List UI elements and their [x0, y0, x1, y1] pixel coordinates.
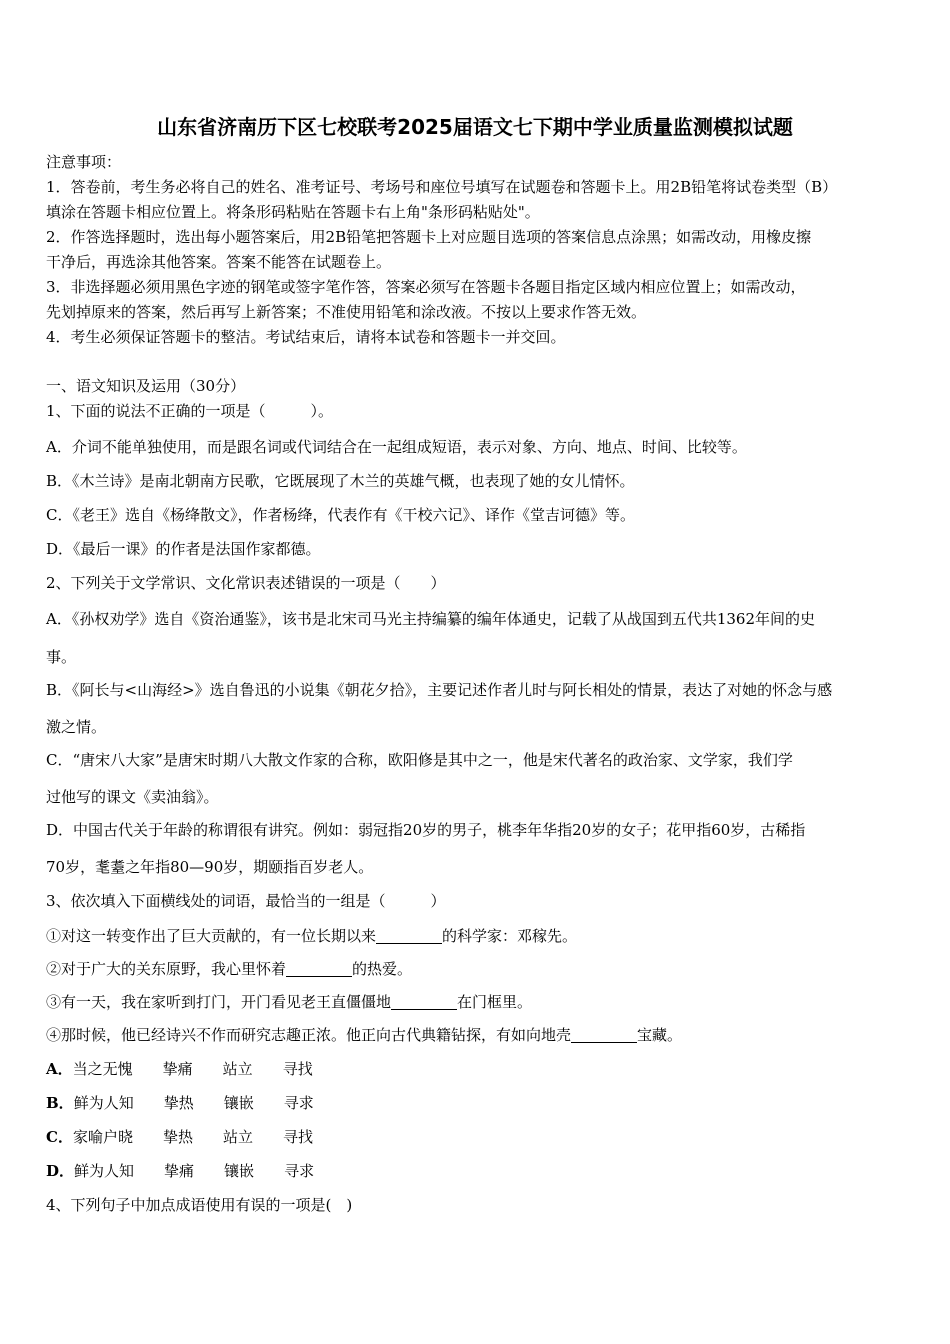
question-3-stem: 3、依次填入下面横线处的词语，最恰当的一组是（ ）	[46, 892, 446, 910]
question-3-sentence	[46, 1024, 682, 1046]
sentence-text: 的科学家：邓稼先。	[442, 927, 578, 945]
question-2-stem: 2、下列关于文学常识、文化常识表述错误的一项是（ ）	[46, 574, 446, 592]
notice-line: 4．考生必须保证答题卡的整洁。考试结束后，请将本试卷和答题卡一并交回。	[46, 328, 566, 346]
question-3-option-a	[46, 1058, 313, 1080]
option-word: 鲜为人知	[73, 1094, 134, 1112]
fill-blank	[376, 927, 442, 944]
fill-blank	[391, 993, 457, 1010]
question-1-option-c: C．《老王》选自《杨绛散文》，作者杨绛，代表作有《干校六记》、译作《堂吉诃德》等。	[46, 506, 635, 524]
option-label: A．	[46, 1060, 73, 1078]
question-3-sentence	[46, 991, 532, 1013]
option-word: 镶嵌	[224, 1162, 255, 1180]
option-word: 站立	[222, 1128, 253, 1146]
sentence-text: 的热爱。	[352, 960, 413, 978]
page-title: 山东省济南历下区七校联考2025届语文七下期中学业质量监测模拟试题	[157, 115, 793, 139]
question-2-option-c-cont: 过他写的课文《卖油翁》。	[46, 788, 219, 806]
question-2-option-d: D．中国古代关于年龄的称谓很有讲究。例如：弱冠指20岁的男子，桃李年华指20岁的女子；花甲指60岁，古稀指	[46, 821, 806, 839]
option-word: 鲜为人知	[74, 1162, 135, 1180]
notice-line: 3．非选择题必须用黑色字迹的钢笔或签字笔作答，答案必须写在答题卡各题目指定区域内相应位置上；如需改动，	[46, 278, 806, 296]
question-2-option-b-cont: 激之情。	[46, 718, 107, 736]
option-word: 寻找	[283, 1128, 314, 1146]
section-heading: 一、语文知识及运用（30分）	[46, 377, 246, 395]
option-word: 当之无愧	[72, 1060, 133, 1078]
option-word: 镶嵌	[223, 1094, 254, 1112]
question-2-option-c: C．“唐宋八大家”是唐宋时期八大散文作家的合称，欧阳修是其中之一，他是宋代著名的政治家、文学家，我们学	[46, 751, 793, 769]
option-word: 挚热	[162, 1128, 193, 1146]
option-word: 寻求	[284, 1162, 315, 1180]
question-3-sentence	[46, 925, 577, 947]
question-4-stem: 4、下列句子中加点成语使用有误的一项是( )	[46, 1196, 353, 1214]
sentence-text: ①对这一转变作出了巨大贡献的，有一位长期以来	[46, 927, 377, 945]
notice-line: 先划掉原来的答案，然后再写上新答案；不准使用铅笔和涂改液。不按以上要求作答无效。	[46, 303, 647, 321]
question-2-option-b: B．《阿长与<山海经>》选自鲁迅的小说集《朝花夕拾》，主要记述作者儿时与阿长相处的情景，表达了对她的怀念与感	[46, 681, 833, 699]
option-word: 挚热	[163, 1094, 194, 1112]
question-3-sentence	[46, 958, 412, 980]
sentence-text: ④那时候，他已经诗兴不作而研究志趣正浓。他正向古代典籍钻探，有如向地壳	[46, 1026, 572, 1044]
option-word: 寻找	[282, 1060, 313, 1078]
notice-line: 干净后，再选涂其他答案。答案不能答在试题卷上。	[46, 253, 392, 271]
sentence-text: 在门框里。	[457, 993, 533, 1011]
option-word: 挚痛	[164, 1162, 195, 1180]
notice-line: 填涂在答题卡相应位置上。将条形码粘贴在答题卡右上角"条形码粘贴处"。	[46, 203, 540, 221]
question-1-option-b: B．《木兰诗》是南北朝南方民歌，它既展现了木兰的英雄气概，也表现了她的女儿情怀。	[46, 472, 635, 490]
sentence-text: ③有一天，我在家听到打门，开门看见老王直僵僵地	[46, 993, 392, 1011]
question-1-option-a: A．介词不能单独使用，而是跟名词或代词结合在一起组成短语，表示对象、方向、地点、时间、比较等。	[46, 438, 747, 456]
sentence-text: ②对于广大的关东原野，我心里怀着	[46, 960, 287, 978]
notice-line: 1．答卷前，考生务必将自己的姓名、准考证号、考场号和座位号填写在试题卷和答题卡上。用2B铅笔将试卷类型（B）	[46, 178, 838, 196]
question-1-stem: 1、下面的说法不正确的一项是（ ）。	[46, 402, 334, 420]
option-label: B．	[46, 1094, 74, 1112]
option-label: D．	[46, 1162, 75, 1180]
option-label: C．	[46, 1128, 73, 1146]
question-3-option-c	[46, 1126, 313, 1148]
option-word: 站立	[222, 1060, 253, 1078]
option-word: 寻求	[283, 1094, 314, 1112]
option-word: 挚痛	[162, 1060, 193, 1078]
option-word: 家喻户晓	[72, 1128, 133, 1146]
notice-heading: 注意事项：	[46, 153, 122, 171]
question-1-option-d: D．《最后一课》的作者是法国作家都德。	[46, 540, 321, 558]
fill-blank	[571, 1026, 637, 1043]
notice-line: 2．作答选择题时，选出每小题答案后，用2B铅笔把答题卡上对应题目选项的答案信息点涂黑；如需改动，用橡皮擦	[46, 228, 812, 246]
question-3-option-d	[46, 1160, 314, 1182]
question-3-option-b	[46, 1092, 314, 1114]
question-2-option-d-cont: 70岁，耄耋之年指80—90岁，期颐指百岁老人。	[46, 858, 374, 876]
fill-blank	[286, 960, 352, 977]
sentence-text: 宝藏。	[637, 1026, 683, 1044]
question-2-option-a-cont: 事。	[46, 648, 77, 666]
question-2-option-a: A．《孙权劝学》选自《资治通鉴》，该书是北宋司马光主持编纂的编年体通史，记载了从战国到五代共1362年间的史	[46, 610, 816, 628]
